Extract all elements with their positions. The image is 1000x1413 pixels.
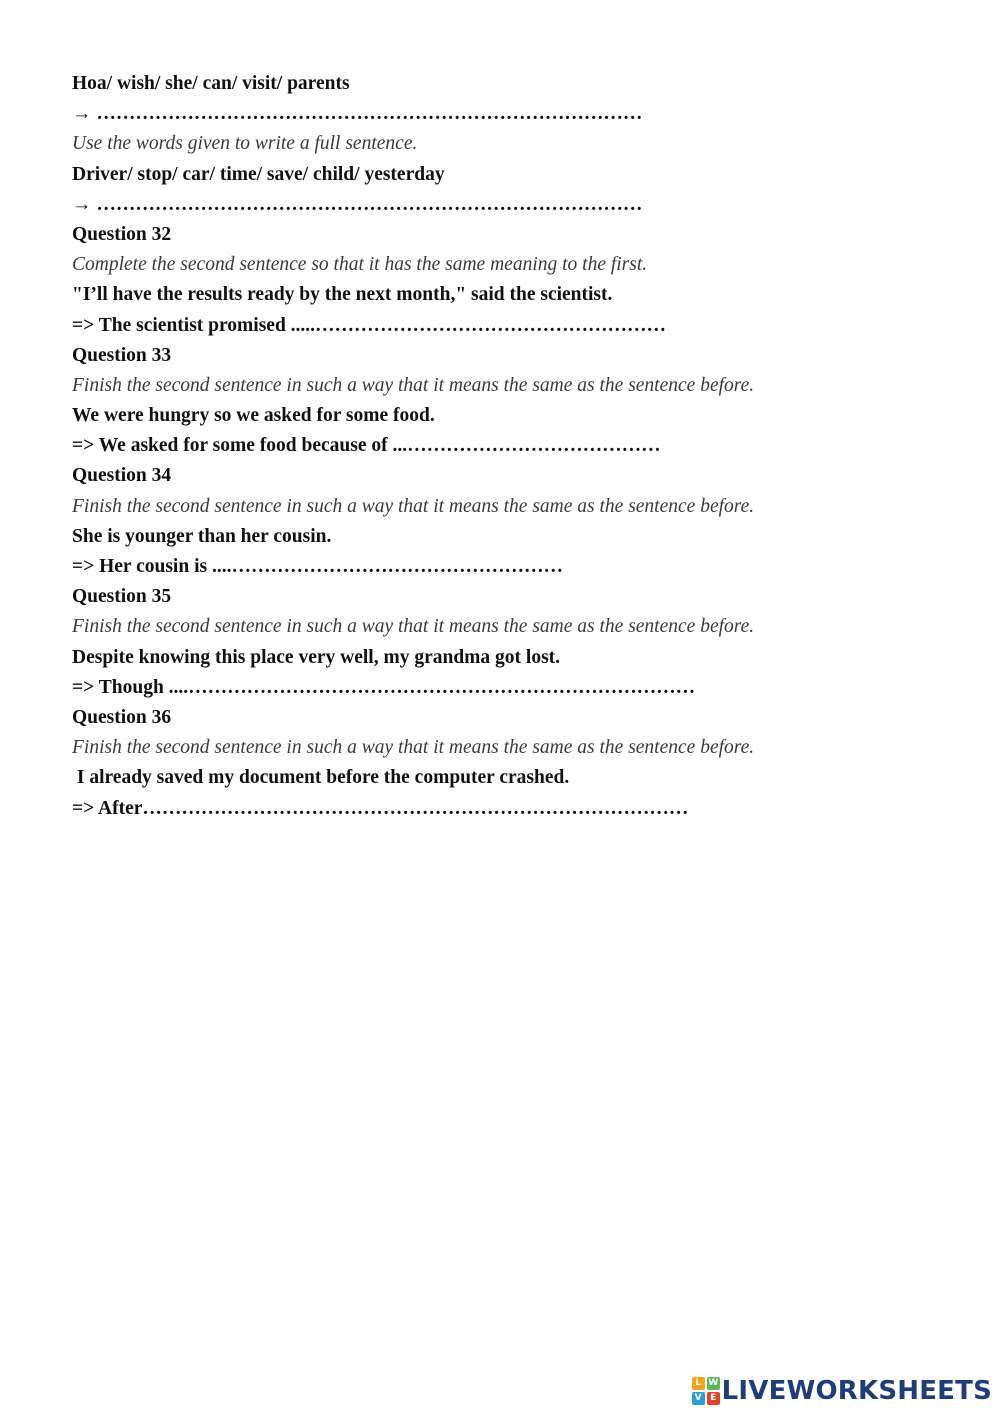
answer-line[interactable]: → …………………………………………………………………………: [72, 193, 643, 215]
instruction-text: Finish the second sentence in such a way that it means the same as the sentence before.: [72, 737, 755, 759]
answer-line[interactable]: => The scientist promised .....………………………………………………: [72, 314, 667, 336]
answer-line[interactable]: => We asked for some food because of ...…………………………………: [72, 435, 661, 457]
answer-line[interactable]: => After…………………………………………………………………………: [72, 797, 689, 819]
instruction-text: Finish the second sentence in such a way that it means the same as the sentence before.: [72, 495, 755, 517]
logo-square: E: [707, 1392, 720, 1405]
prompt-line: Hoa/ wish/ she/ can/ visit/ parents: [72, 73, 350, 94]
liveworksheets-logo-icon: [692, 1377, 720, 1405]
answer-line[interactable]: => Though ....……………………………………………………………………: [72, 676, 696, 698]
answer-line[interactable]: → …………………………………………………………………………: [72, 103, 643, 125]
brand-name: LIVEWORKSHEETS: [721, 1376, 992, 1406]
prompt-line: She is younger than her cousin.: [72, 525, 332, 547]
instruction-text: Finish the second sentence in such a way that it means the same as the sentence before.: [72, 374, 755, 396]
question-heading: Question 35: [72, 586, 172, 608]
prompt-line: We were hungry so we asked for some food.: [72, 405, 435, 427]
question-heading: Question 36: [72, 706, 172, 728]
instruction-text: Finish the second sentence in such a way that it means the same as the sentence before.: [72, 616, 755, 638]
question-heading: Question 34: [72, 465, 172, 487]
instruction-text: Complete the second sentence so that it has the same meaning to the first.: [72, 254, 648, 276]
instruction-text: Use the words given to write a full sentence.: [72, 133, 418, 155]
question-heading: Question 32: [72, 223, 172, 245]
logo-square: L: [692, 1377, 705, 1390]
question-heading: Question 33: [72, 344, 172, 366]
prompt-line: I already saved my document before the computer crashed.: [72, 767, 570, 789]
logo-square: W: [708, 1378, 719, 1388]
prompt-line: Driver/ stop/ car/ time/ save/ child/ yesterday: [72, 163, 445, 185]
liveworksheets-brand: [692, 1375, 992, 1407]
logo-square: V: [692, 1392, 705, 1405]
worksheet-content: [72, 69, 952, 824]
prompt-line: Despite knowing this place very well, my grandma got lost.: [72, 646, 561, 668]
prompt-line: "I’ll have the results ready by the next month," said the scientist.: [72, 284, 613, 306]
answer-line[interactable]: => Her cousin is ....……………………………………………: [72, 556, 563, 577]
